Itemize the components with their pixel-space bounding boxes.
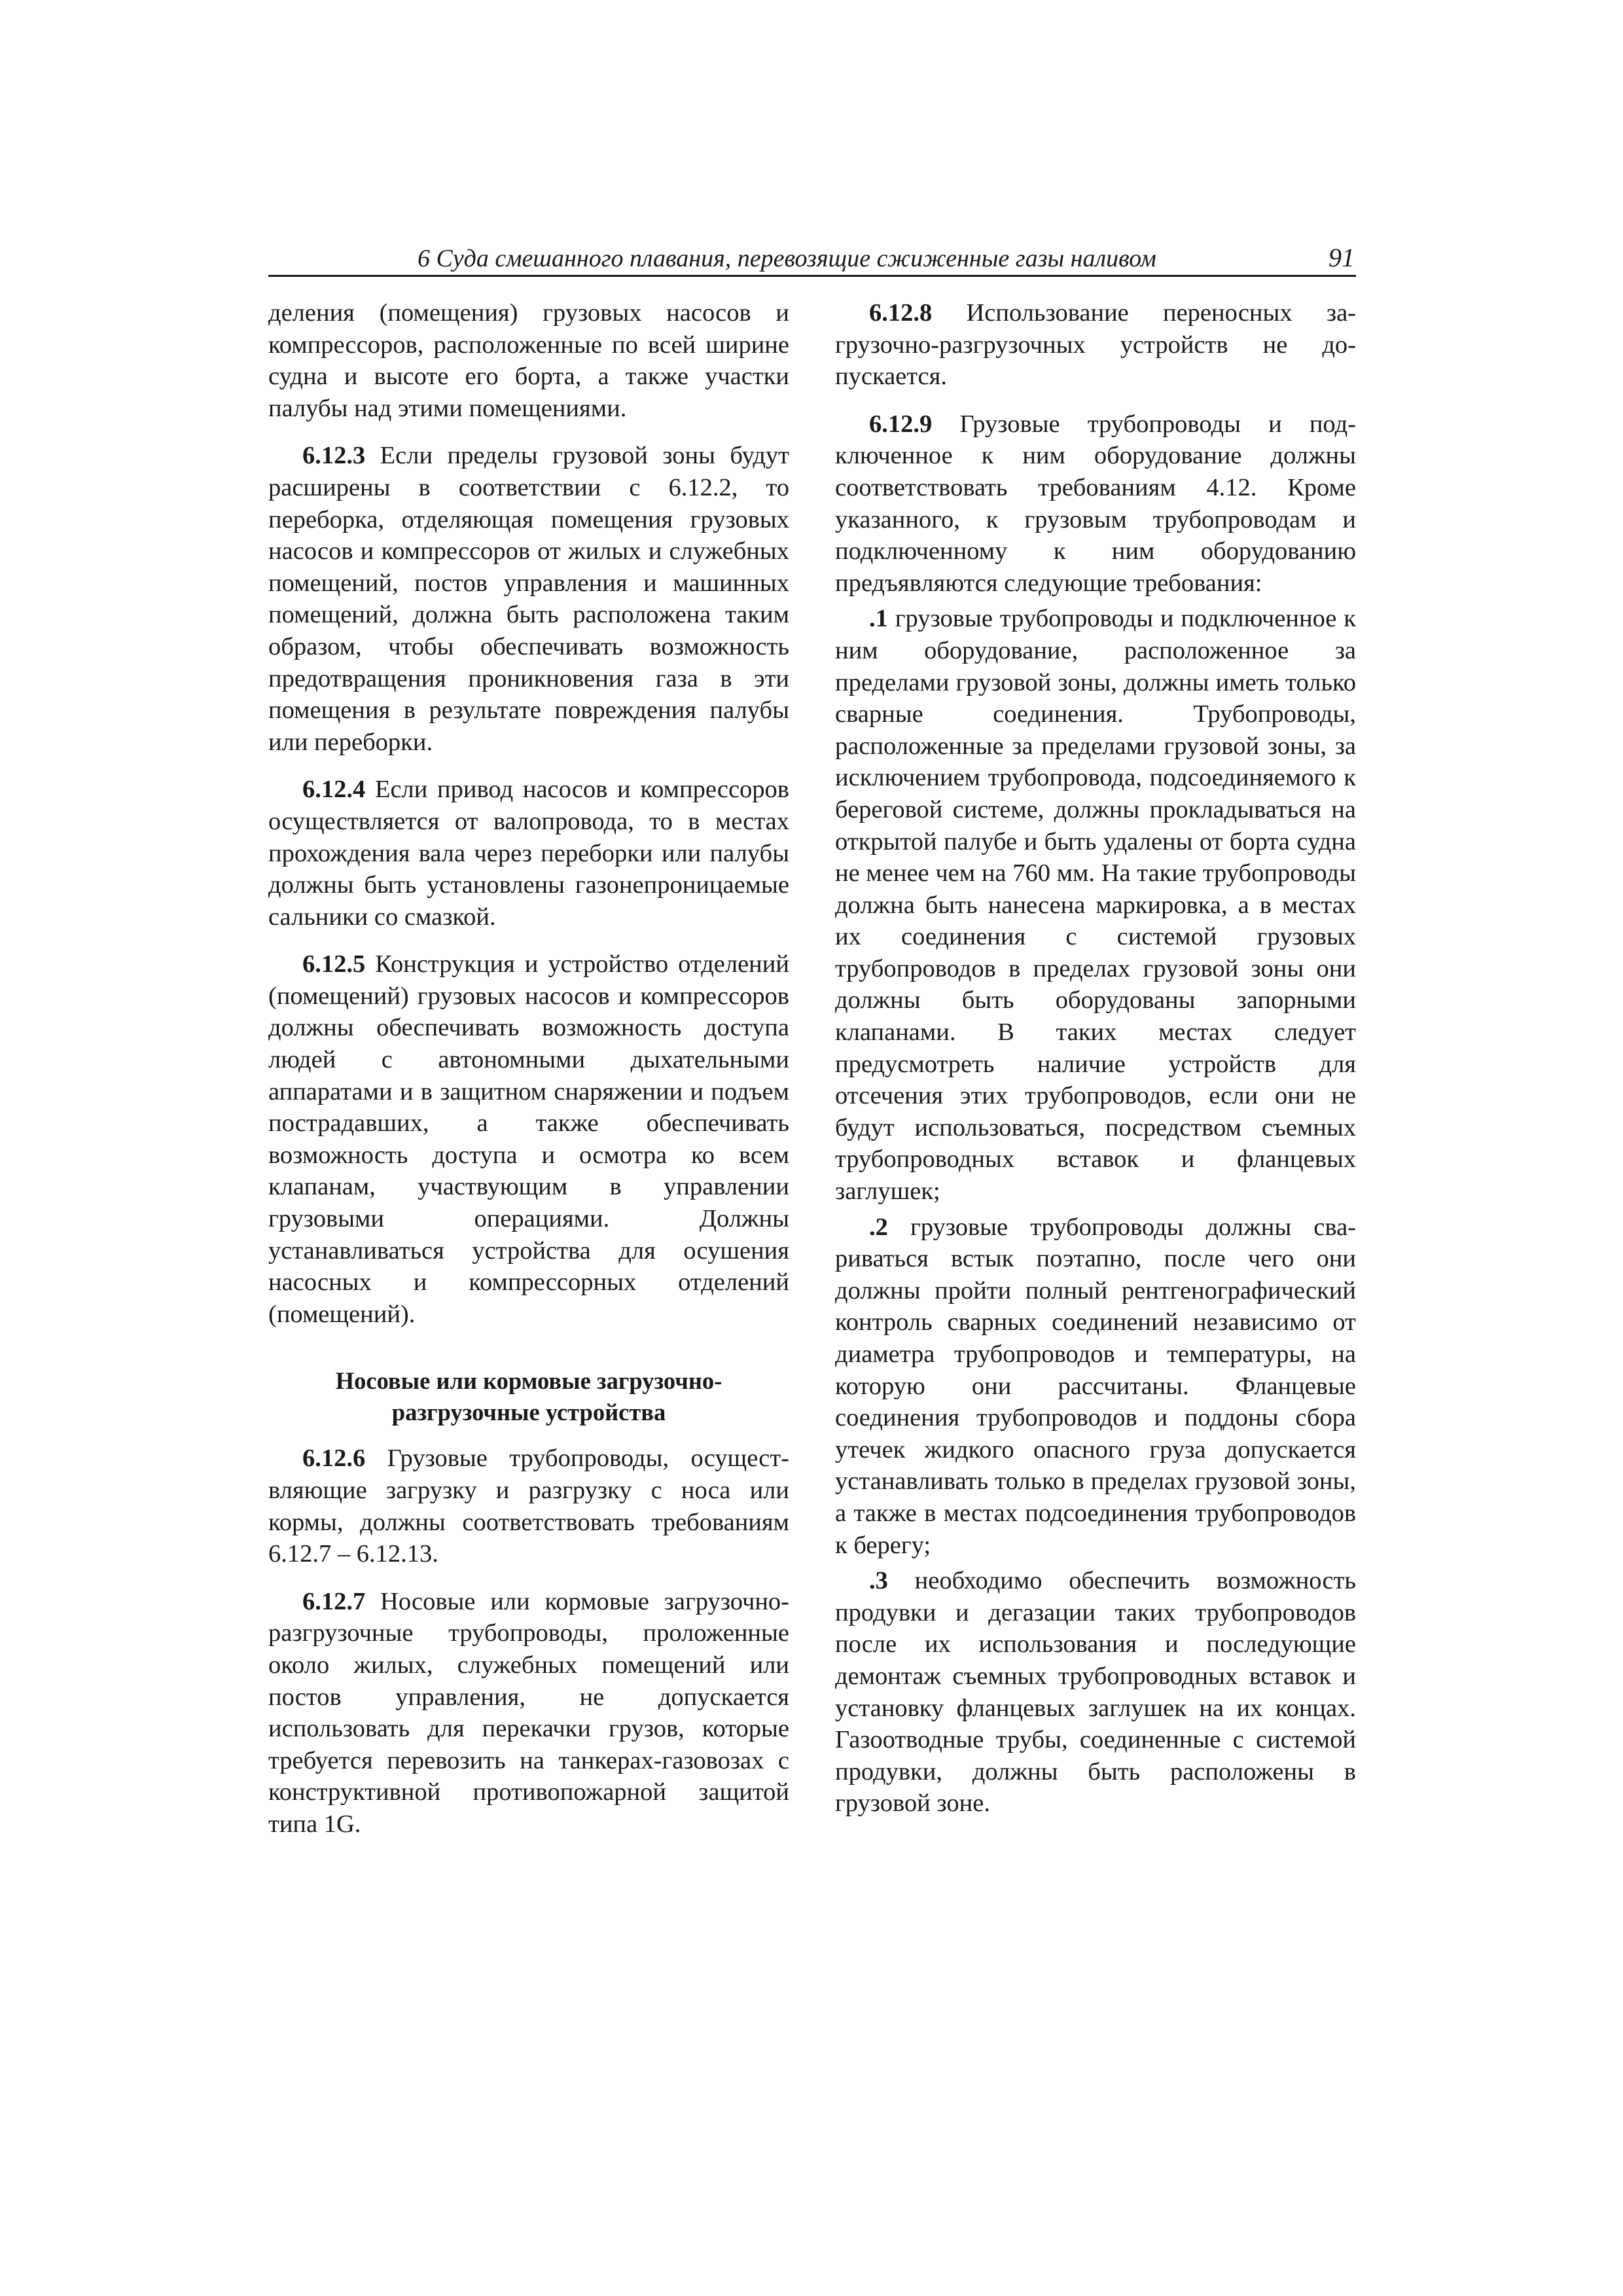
paragraph-6-12-9 <box>835 408 1356 600</box>
item-text: необходимо обеспечить возможность продувки и дегазации таких трубопроводов после их использования и последующие демонтаж съемных трубопроводных вставок и установку фланцевых заглушек на их концах. Газоотводные трубы, соединенные с системой продувки, должны быть расположены в грузовой зоне. <box>835 1567 1356 1818</box>
paragraph-6-12-8 <box>835 297 1356 393</box>
clause-number: 6.12.6 <box>302 1444 366 1473</box>
list-item-2 <box>835 1211 1356 1562</box>
left-column <box>268 297 789 1856</box>
item-number: .3 <box>869 1567 888 1595</box>
list-item-3 <box>835 1565 1356 1820</box>
clause-number: 6.12.8 <box>869 299 933 327</box>
paragraph-6-12-4 <box>268 774 789 933</box>
section-heading <box>268 1365 789 1428</box>
page-number: 91 <box>1329 243 1355 272</box>
clause-text: Конструкция и устройство отделений (помещений) грузовых насосов и компрессоров должны обеспечивать возможность доступа людей с автономными дыхательными аппаратами и в защитном снаряжении и подъем пострадавших, а также обеспечивать возможность доступа и осмотра ко всем клапанам, участвующим в управлении грузовыми операциями. Должны устанавливаться устройства для осушения насосных и компрессорных отделений (помещений). <box>268 950 789 1328</box>
clause-text: Если пределы грузовой зоны будут расширены в соответствии с 6.12.2, то переборка, отделяющая помещения грузовых насосов и компрессоров от жилых и служебных помещений, постов управления и машинных помещений, должна быть расположена таким образом, чтобы обеспечивать возможность предотвращения проникновения газа в эти помещения в результате повреждения палубы или переборки. <box>268 442 789 756</box>
clause-text: Носовые или кормовые загрузочно-разгрузочные трубопроводы, проложенные около жилых, служебных помещений или постов управления, не допускается использовать для перекачки грузов, которые требуется перевозить на танкерах-газовозах с конструктивной противопожарной защитой типа 1G. <box>268 1587 789 1838</box>
section-heading-line-2: разгрузочные устройства <box>391 1399 666 1426</box>
clause-number: 6.12.3 <box>302 442 366 470</box>
clause-text: Если привод насосов и компрессоров осуществляется от валопровода, то в местах прохождения вала через переборки или палубы должны быть установлены газонепроницаемые сальники со смазкой. <box>268 776 789 931</box>
clause-text: Грузовые трубопроводы, осуществляющие загрузку и разгрузку с носа или кормы, должны соответствовать требованиям 6.12.7 – 6.12.13. <box>268 1444 789 1568</box>
running-header <box>268 238 1356 277</box>
list-item-1 <box>835 603 1356 1207</box>
clause-number: 6.12.4 <box>302 776 366 804</box>
paragraph-6-12-3 <box>268 440 789 758</box>
section-heading-line-1: Носовые или кормовые загрузочно- <box>335 1367 722 1395</box>
item-text: грузовые трубопроводы должны свариваться встык поэтапно, после чего они должны пройти полный рентгенографический контроль сварных соединений независимо от диаметра трубопроводов и температуры, на которую они рассчитаны. Фланцевые соединения трубопроводов и поддоны сбора утечек жидкого опасного груза допускается устанавливать только в пределах грузовой зоны, а также в местах подсоединения трубопроводов к берегу; <box>835 1213 1356 1559</box>
right-column <box>835 297 1356 1823</box>
paragraph-6-12-5 <box>268 948 789 1330</box>
clause-text: Грузовые трубопроводы и подключенное к ним оборудование должны соответствовать требованиям 4.12. Кроме указанного, к грузовым трубопроводам и подключенному к ним оборудованию предъявляются следующие требования: <box>835 410 1356 597</box>
clause-number: 6.12.9 <box>869 410 933 438</box>
item-number: .1 <box>869 605 888 633</box>
paragraph-6-12-6 <box>268 1443 789 1570</box>
paragraph-continued: деления (помещения) грузовых насосов и компрессоров, расположенные по всей ширине судна и высоте его борта, а также участки палубы над этими помещениями. <box>268 299 789 422</box>
paragraph-6-12-7 <box>268 1586 789 1840</box>
item-text: грузовые трубопроводы и подключенное к ним оборудование, расположенное за пределами грузовой зоны, должны иметь только сварные соединения. Трубопроводы, расположенные за пределами грузовой зоны, за исключением трубопровода, подсоединяемого к береговой системе, должны прокладываться на открытой палубе и быть удалены от борта судна не менее чем на 760 мм. На такие трубопроводы должна быть нанесена маркировка, а в местах их соединения с системой грузовых трубопроводов в пределах грузовой зоны они должны быть оборудованы запорными клапанами. В таких местах следует предусмотреть наличие устройств для отсечения этих трубопроводов, если они не будут использоваться, посредством съемных трубопроводных вставок и фланцевых заглушек; <box>835 605 1356 1206</box>
clause-number: 6.12.5 <box>302 950 366 978</box>
clause-number: 6.12.7 <box>302 1587 366 1615</box>
item-number: .2 <box>869 1213 888 1241</box>
clause-text: Использование переносных загрузочно-разгрузочных устройств не допускается. <box>835 299 1356 391</box>
running-title: 6 Суда смешанного плавания, перевозящие сжиженные газы наливом <box>418 245 1156 272</box>
